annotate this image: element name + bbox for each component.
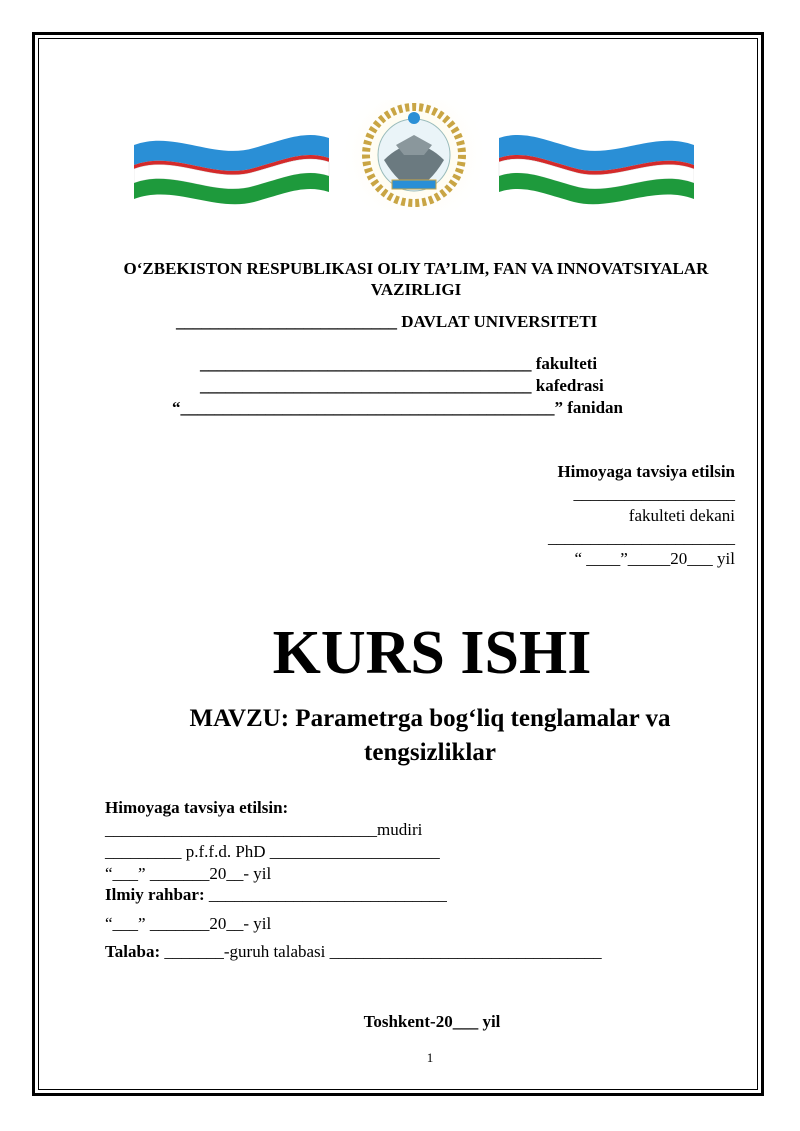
approval-blank-line: ___________________ [573,484,735,503]
department-line: _______________________________________ kafedrasi [200,376,604,395]
dean-signature-line: ______________________ [548,528,735,547]
subject-line: “____________________________________________” fanidan [172,398,623,417]
student-line: _______-guruh talabasi ________________________________ [160,942,602,961]
approval-date-right: “ ____”_____20___ yil [574,549,735,568]
head-of-department-line: ________________________________mudiri [105,820,423,839]
supervisor-row [105,885,447,905]
page-number: 1 [426,1050,434,1065]
dean-label: fakulteti dekani [628,506,735,525]
phd-line: _________ p.f.f.d. PhD ____________________ [105,842,440,861]
supervisor-line: ____________________________ [204,885,447,904]
approval-date-left: “___” _______20__- yil [105,864,272,883]
student-label: Talaba: [105,942,161,961]
approval-heading-left: Himoyaga tavsiya etilsin: [105,798,289,817]
state-emblem-banner-icon [134,100,694,210]
document-title: KURS ISHI [272,619,592,687]
ministry-heading: O‘ZBEKISTON RESPUBLIKASI OLIY TA’LIM, FAN VA INNOVATSIYALAR VAZIRLIGI [123,259,709,299]
approval-heading-right: Himoyaga tavsiya etilsin [557,462,735,481]
student-row [105,942,602,962]
university-line: __________________________ DAVLAT UNIVERSITETI [176,312,598,331]
faculty-line: _______________________________________ fakulteti [200,354,598,373]
topic-heading: MAVZU: Parametrga bog‘liq tenglamalar va tengsizliklar [189,705,671,766]
city-year: Toshkent-20___ yil [363,1012,501,1031]
supervisor-date: “___” _______20__- yil [105,914,272,933]
supervisor-label: Ilmiy rahbar: [105,885,205,904]
